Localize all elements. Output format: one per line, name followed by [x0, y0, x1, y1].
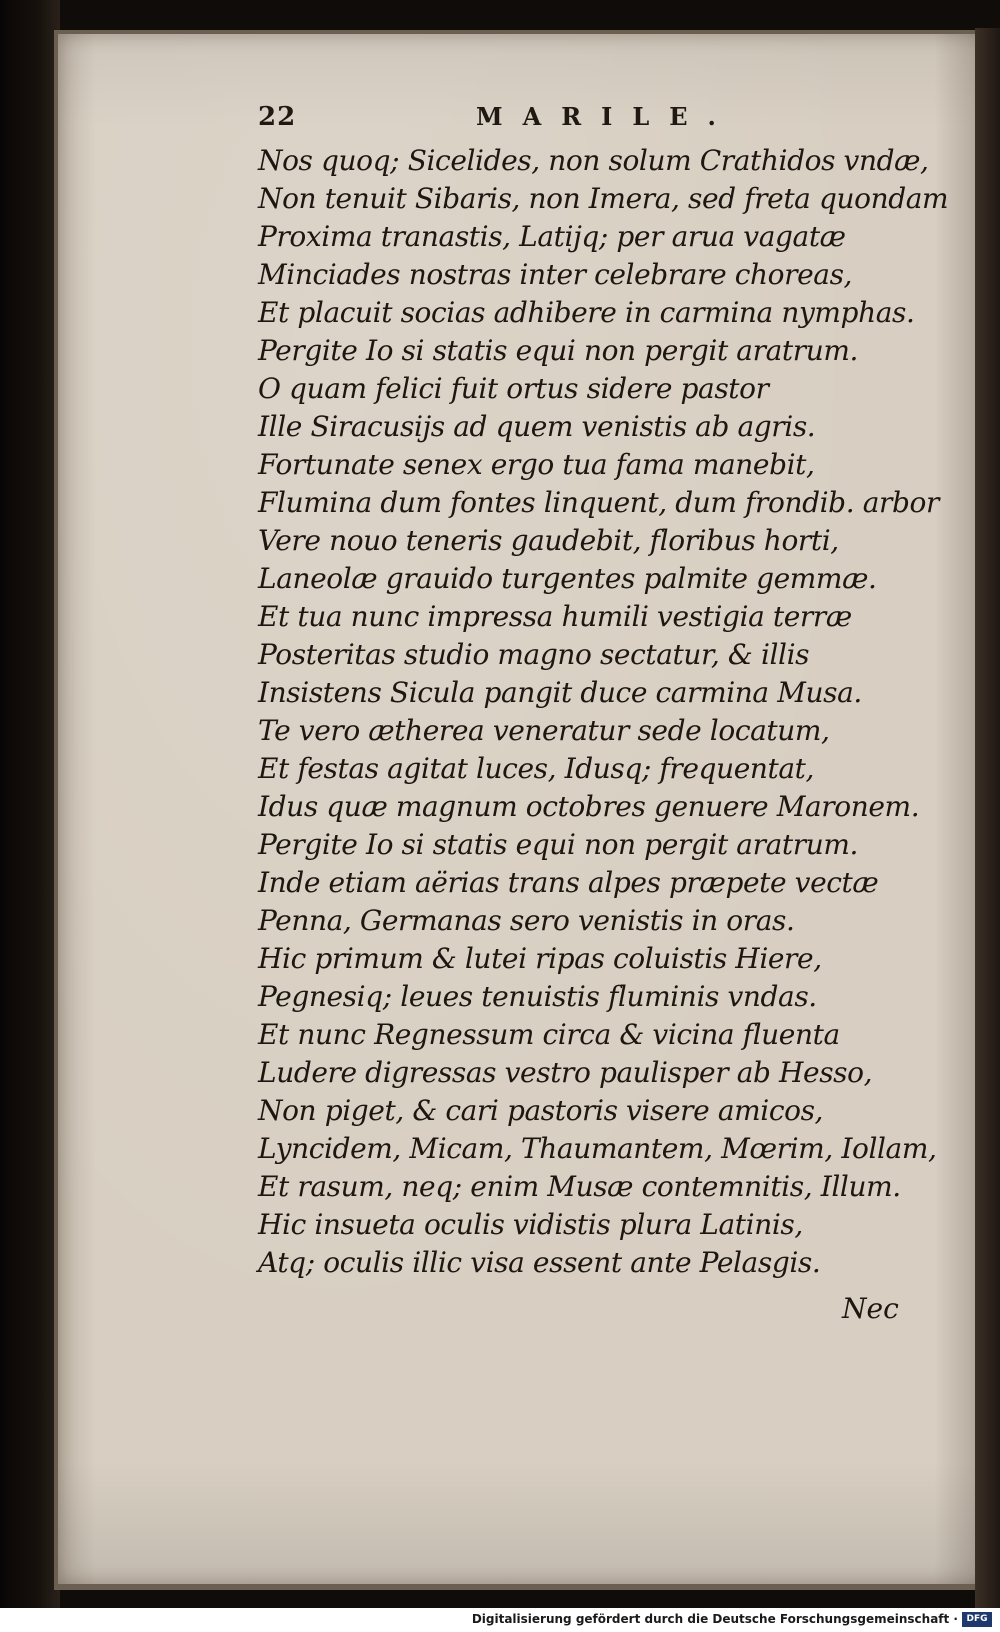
verse-line: Laneolæ grauido turgentes palmite gemmæ.	[258, 562, 877, 595]
page-number: 22	[258, 102, 297, 132]
verse-line: Pergite Io si statis equi non pergit aratrum.	[258, 334, 858, 367]
verse-line: Insistens Sicula pangit duce carmina Musa.	[258, 676, 862, 709]
verse-line: Et rasum, neq; enim Musæ contemnitis, Illum.	[258, 1170, 901, 1203]
verse-line: Atq; oculis illic visa essent ante Pelasgis.	[258, 1246, 821, 1279]
verse-line: Vere nouo teneris gaudebit, floribus horti,	[258, 524, 839, 557]
verse-line: Et festas agitat luces, Idusq; frequentat,	[258, 752, 815, 785]
verse-line: Hic insueta oculis vidistis plura Latinis,	[258, 1208, 803, 1241]
verse-line: Et placuit socias adhibere in carmina nymphas.	[258, 296, 915, 329]
verse-line: Idus quæ magnum octobres genuere Maronem.	[258, 790, 920, 823]
verse-line: Penna, Germanas sero venistis in oras.	[258, 904, 795, 937]
verse-line: Posteritas studio magno sectatur, & illis	[258, 638, 810, 671]
verse-line: Non piget, & cari pastoris visere amicos,	[258, 1094, 824, 1127]
page-header	[258, 102, 736, 136]
verse-line: Et tua nunc impressa humili vestigia terræ	[258, 600, 852, 633]
footer-bar	[0, 1608, 1000, 1632]
funding-credit: Digitalisierung gefördert durch die Deutsche Forschungsgemeinschaft ·	[471, 1612, 958, 1626]
verse-line: Pergite Io si statis equi non pergit aratrum.	[258, 828, 858, 861]
running-title: MARILE.	[476, 102, 736, 131]
verse-line: Hic primum & lutei ripas coluistis Hiere,	[258, 942, 822, 975]
book-spine-shadow	[0, 0, 60, 1632]
catchword: Nec	[842, 1292, 899, 1325]
dfg-logo-icon: DFG	[962, 1612, 992, 1627]
verse-line: Flumina dum fontes linquent, dum frondib. arbor	[258, 486, 939, 519]
verse-line: Inde etiam aërias trans alpes præpete vectæ	[258, 866, 879, 899]
verse-line: Ille Siracusijs ad quem venistis ab agris.	[258, 410, 816, 443]
verse-line: Proxima tranastis, Latijq; per arua vagatæ	[258, 220, 846, 253]
verse-line: Minciades nostras inter celebrare choreas,	[258, 258, 853, 291]
verse-line: Te vero æthereа veneratur sede locatum,	[258, 714, 830, 747]
verse-line: Lyncidem, Micam, Thaumantem, Mœrim, Iollam,	[258, 1132, 937, 1165]
verse-line: Non tenuit Sibaris, non Imera, sed freta quondam	[258, 182, 949, 215]
book-right-edge	[975, 28, 1000, 1608]
verse-line: Pegnesiq; leues tenuistis fluminis vndas.	[258, 980, 817, 1013]
verse-line: O quam felici fuit ortus sidere pastor	[258, 372, 769, 405]
verse-line: Fortunate senex ergo tua fama manebit,	[258, 448, 815, 481]
poem-verses	[258, 142, 948, 1282]
verse-line: Nos quoq; Sicelides, non solum Crathidos vndæ,	[258, 144, 929, 177]
verse-line: Et nunc Regnessum circa & vicina fluenta	[258, 1018, 840, 1051]
verse-line: Ludere digressas vestro paulisper ab Hesso,	[258, 1056, 873, 1089]
